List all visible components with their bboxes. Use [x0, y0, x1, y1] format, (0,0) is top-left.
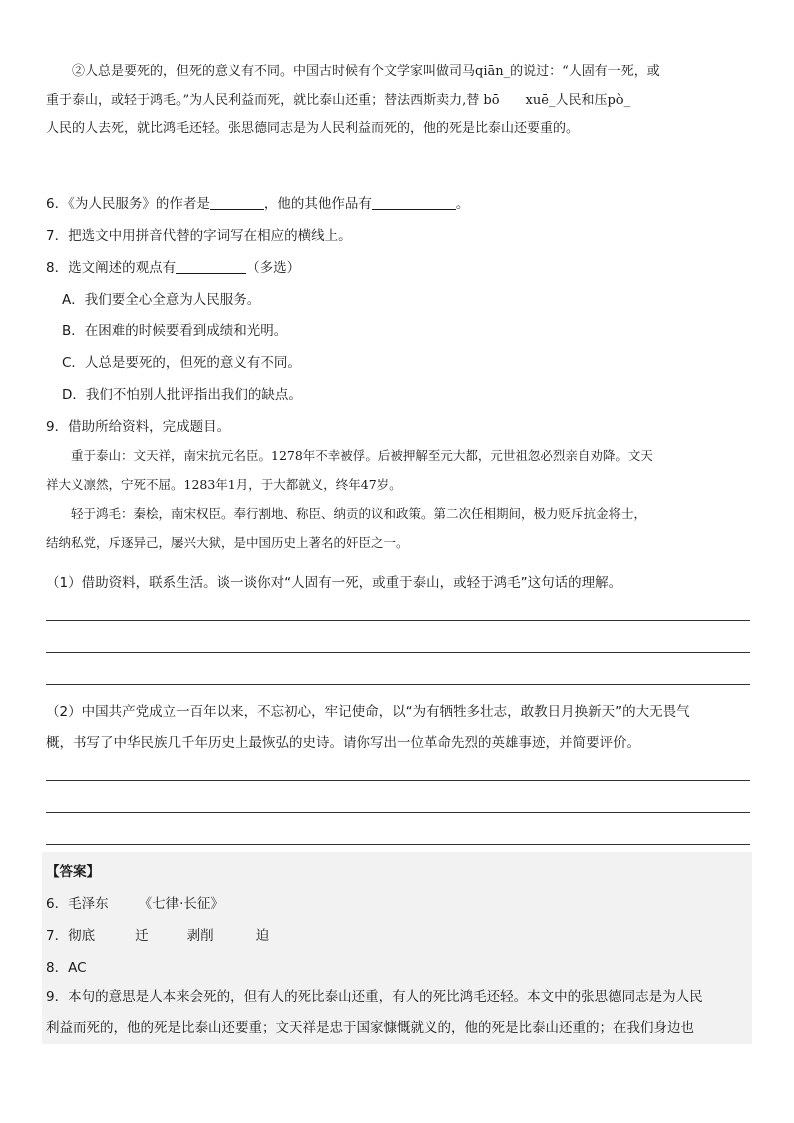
q8-suffix: （多选）	[246, 260, 301, 276]
q6-works-blank[interactable]	[372, 195, 456, 210]
reference-material	[46, 441, 752, 557]
answer-heading: 【答案】	[46, 864, 100, 880]
subquestion-2	[46, 697, 752, 759]
question-7: 7．把选文中用拼音代替的字词写在相应的横线上。	[46, 228, 352, 244]
answer-line-2[interactable]	[46, 652, 750, 653]
answer-9	[46, 982, 752, 1044]
answer-7-word-3: 剥削	[186, 928, 214, 944]
question-9: 9．借助所给资料，完成题目。	[46, 419, 231, 435]
material-p1-line-2: 祥大义凛然，宁死不屈。1283年1月，于大都就义，终年47岁。	[46, 477, 402, 492]
subquestion-2-line-2: 概，书写了中华民族几千年历史上最恢弘的史诗。请你写出一位革命先烈的英雄事迹，并简要评价。	[46, 735, 640, 751]
material-p1-line-1: 重于泰山：文天祥，南宋抗元名臣。1278年不幸被俘。后被押解至元大都，元世祖忽必烈亲自劝降。文天	[71, 448, 653, 463]
subquestion-2-line-1: （2）中国共产党成立一百年以来，不忘初心，牢记使命，以“为有牺牲多壮志，敢教日月换新天”的大无畏气	[46, 704, 690, 720]
q6-suffix: 。	[455, 196, 470, 212]
answer-line-1[interactable]	[46, 620, 750, 621]
answer-8: 8．AC	[46, 960, 87, 976]
question-8	[46, 256, 300, 276]
answer-line-4[interactable]	[46, 780, 750, 781]
q8-option-c[interactable]: C．人总是要死的，但死的意义有不同。	[62, 355, 301, 371]
passage	[46, 58, 752, 144]
q8-option-a[interactable]: A．我们要全心全意为人民服务。	[62, 292, 261, 308]
q6-author-blank[interactable]	[210, 195, 264, 210]
answer-7-word-2: 迁	[135, 928, 149, 944]
q8-option-b[interactable]: B．在困难的时候要看到成绩和光明。	[62, 323, 288, 339]
answer-7-word-1: 7．彻底	[46, 928, 96, 944]
passage-line-3: 人民的人去死，就比鸿毛还轻。张思德同志是为人民利益而死的，他的死是比泰山还要重的。	[46, 121, 580, 136]
question-6	[46, 192, 469, 212]
answer-6-author: 6．毛泽东	[46, 896, 109, 912]
answer-7-word-4: 迫	[255, 928, 270, 944]
answer-line-5[interactable]	[46, 812, 750, 813]
q8-prefix: 8．选文阐述的观点有	[46, 260, 177, 276]
material-p2-line-2: 结纳私党，斥逐异己，屡兴大狱，是中国历史上著名的奸臣之一。	[46, 535, 409, 550]
q8-answer-blank[interactable]	[176, 259, 246, 274]
q8-option-d[interactable]: D．我们不怕别人批评指出我们的缺点。	[62, 387, 302, 403]
answer-9-line-2: 利益而死的，他的死是比泰山还要重；文天祥是忠于国家慷慨就义的，他的死是比泰山还重的；在我们身边也	[46, 1020, 694, 1036]
material-p2-line-1: 轻于鸿毛：秦桧，南宋权臣。奉行割地、称臣、纳贡的议和政策。第二次任相期间，极力贬斥抗金将士，	[71, 506, 647, 521]
answer-line-3[interactable]	[46, 684, 750, 685]
passage-line-1: ②人总是要死的，但死的意义有不同。中国古时候有个文学家叫做司马qiān_的说过：“人固有一死，或	[72, 64, 660, 79]
answer-6-work: 《七律·长征》	[138, 896, 224, 912]
answer-line-6[interactable]	[46, 844, 750, 845]
q6-prefix: 6．《为人民服务》的作者是	[46, 196, 210, 212]
q6-middle: ，他的其他作品有	[263, 196, 372, 212]
answer-9-line-1: 9．本句的意思是人本来会死的，但有人的死比泰山还重，有人的死比鸿毛还轻。本文中的张思德同志是为人民	[46, 989, 703, 1005]
answer-7	[46, 924, 269, 944]
answer-6	[46, 892, 224, 912]
subquestion-1: （1）借助资料，联系生活。谈一谈你对“人固有一死，或重于泰山，或轻于鸿毛”这句话的理解。	[46, 575, 623, 591]
passage-line-2: 重于泰山，或轻于鸿毛。”为人民利益而死，就比泰山还重；替法西斯卖力,替 bō xuē_人民和压pò_	[46, 92, 631, 108]
